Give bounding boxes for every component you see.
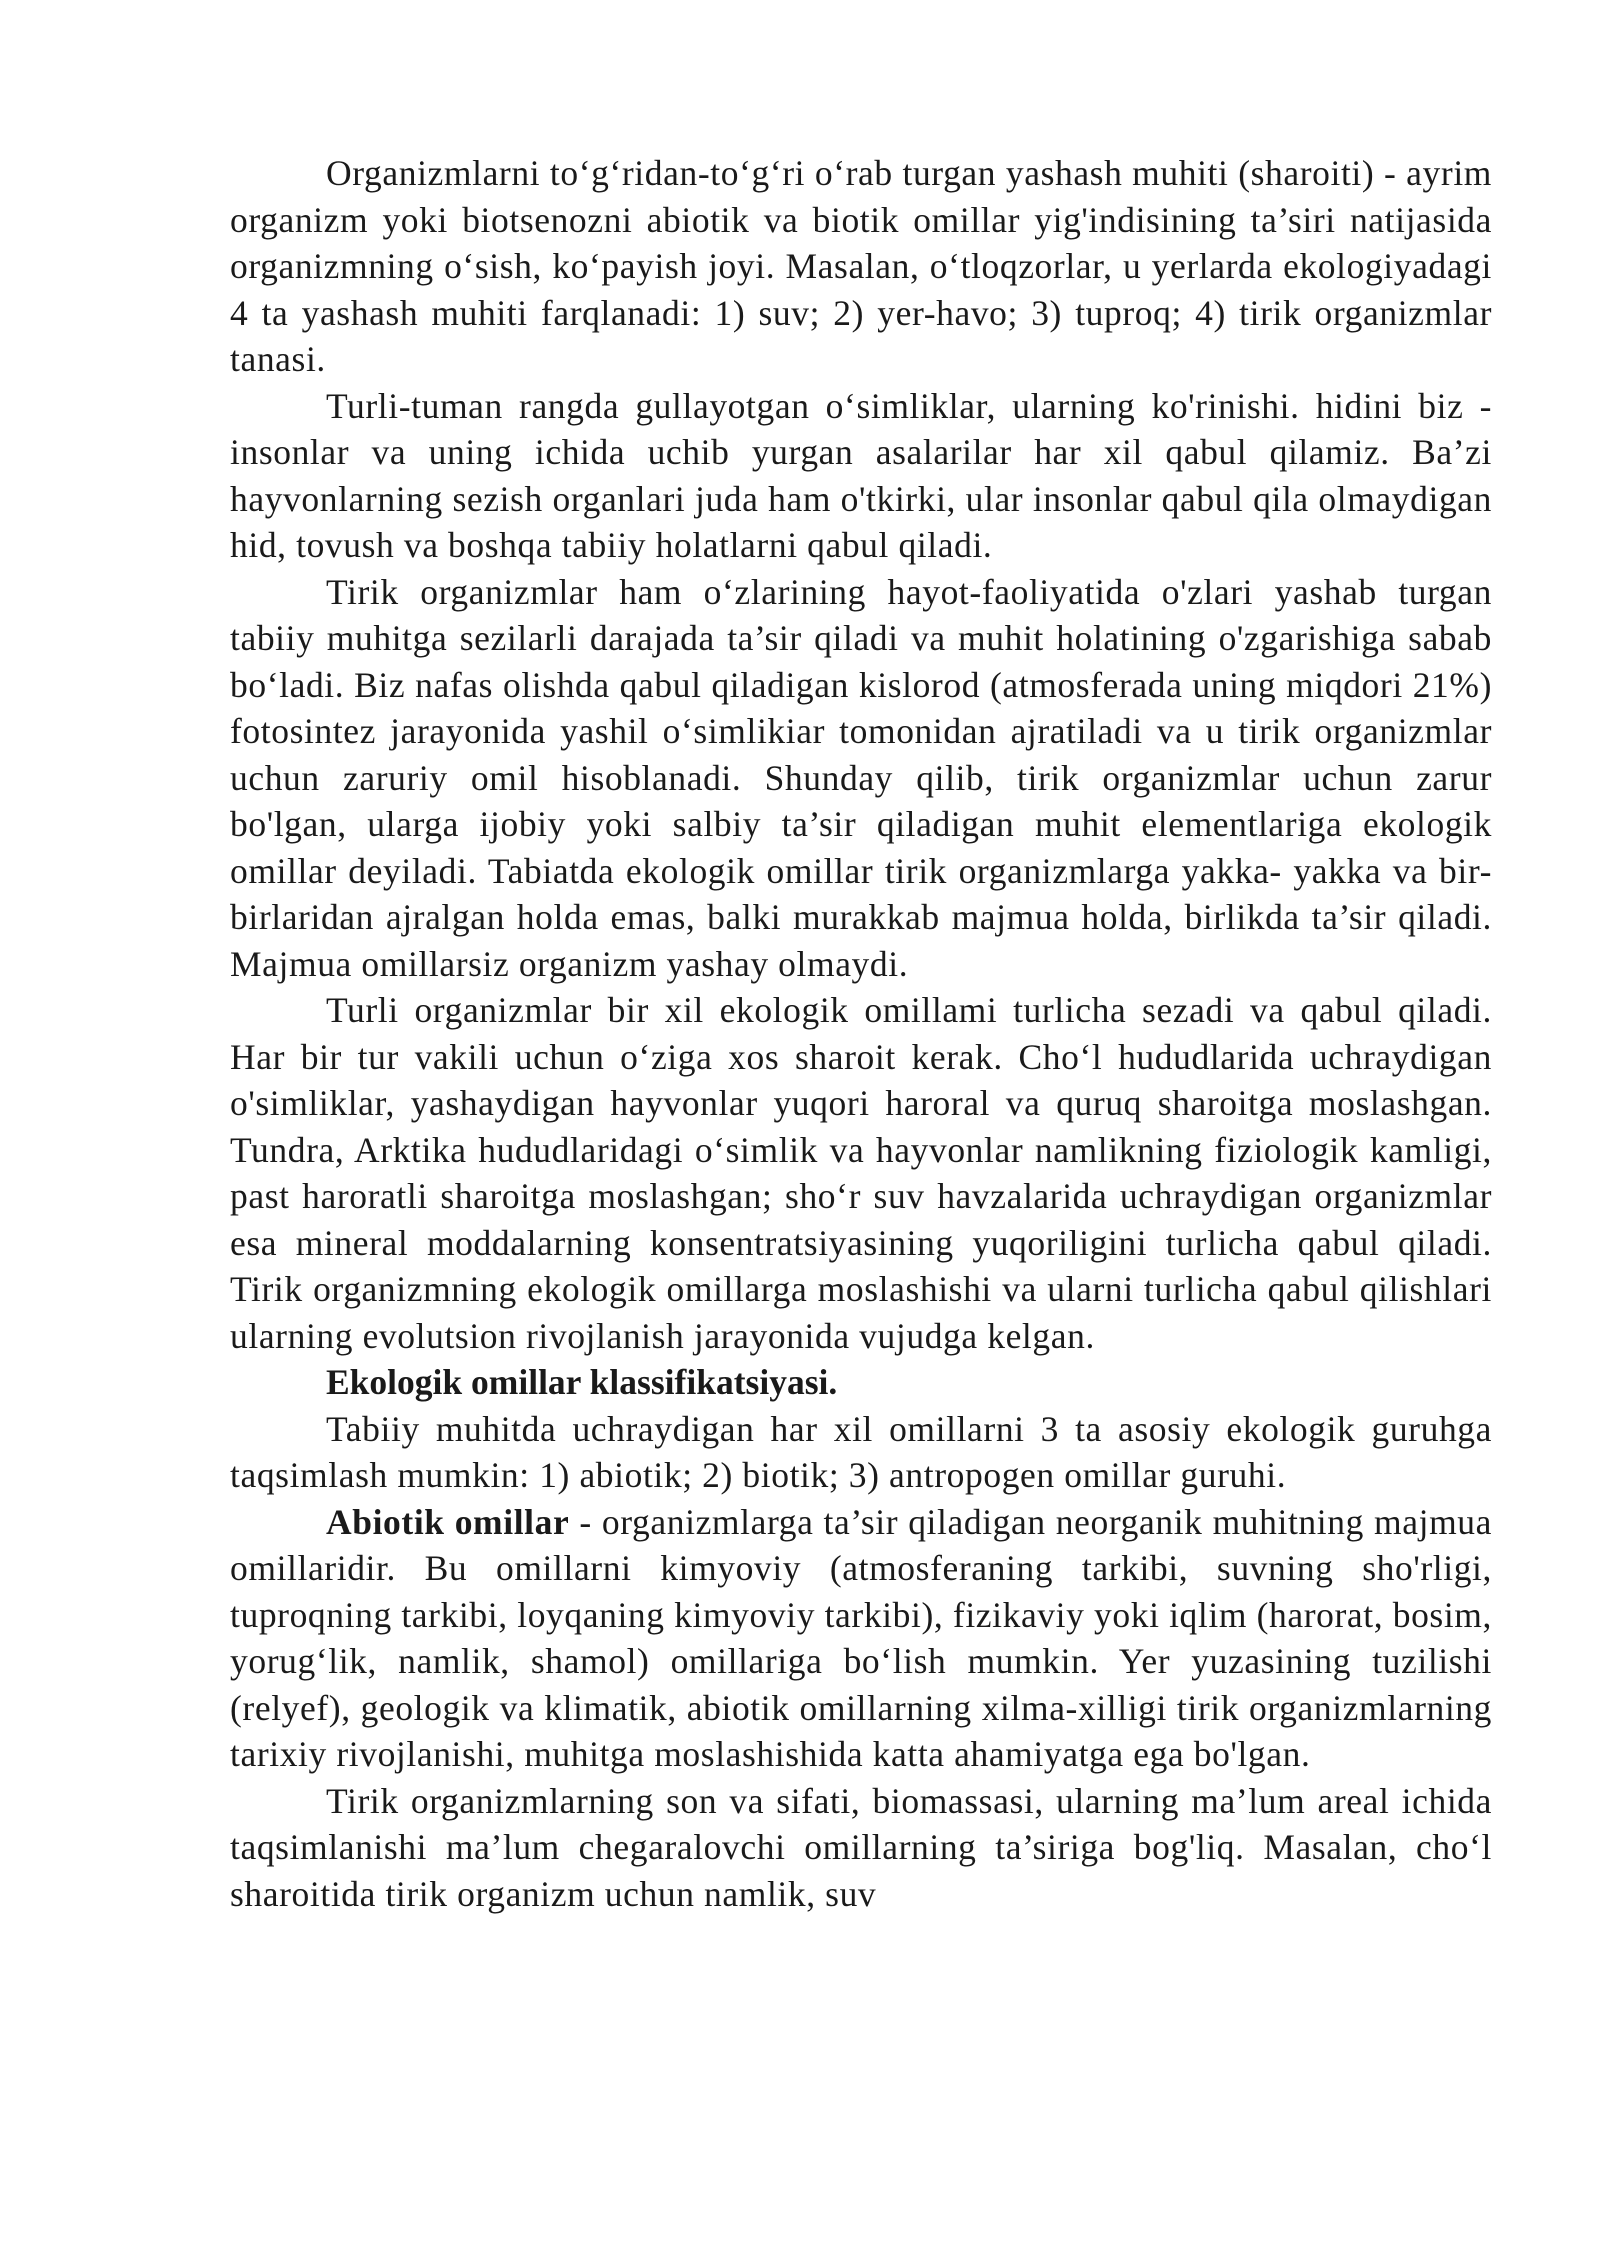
- abiotic-term: Abiotik omillar: [326, 1501, 570, 1542]
- document-page: [230, 150, 1492, 1917]
- section-heading: Ekologik omillar klassifikatsiyasi.: [326, 1362, 838, 1402]
- paragraph-limiting-factors: Tirik organizmlarning son va sifati, biomassasi, ularning ma’lum areal ichida taqsimlanishi ma’lum chegaralovchi omillarning ta’siriga bog'liq. Masalan, cho‘l sharoitida tirik organizm uchun namlik, suv: [230, 1780, 1492, 1914]
- paragraph-adaptation: Turli organizmlar bir xil ekologik omillami turlicha sezadi va qabul qiladi. Har bir tur vakili uchun o‘ziga xos sharoit kerak. Cho‘l hududlarida uchraydigan o'simliklar, yashaydigan hayvonlar yuqori haroral va quruq sharoitga moslashgan. Tundra, Arktika hududlaridagi o‘simlik va hayvonlar namlikning fiziologik kamligi, past haroratli sharoitga moslashgan; sho‘r suv havzalarida uchraydigan organizmlar esa mineral moddalarning konsentratsiyasining yuqoriligini turlicha qabul qiladi. Tirik organizmning ekologik omillarga moslashishi va ularni turlicha qabul qilishlari ularning evolutsion rivojlanish jarayonida vujudga kelgan.: [230, 990, 1492, 1356]
- paragraph-senses: Turli-tuman rangda gullayotgan o‘simliklar, ularning ko'rinishi. hidini biz - insonlar va uning ichida uchib yurgan asalarilar har xil qabul qilamiz. Ba’zi hayvonlarning sezish organlari juda ham o'tkirki, ular insonlar qabul qila olmaydigan hid, tovush va boshqa tabiiy holatlarni qabul qiladi.: [230, 385, 1492, 565]
- paragraph-organisms-influence: Tirik organizmlar ham o‘zlarining hayot-faoliyatida o'zlari yashab turgan tabiiy muhitga sezilarli darajada ta’sir qiladi va muhit holatining o'zgarishiga sabab bo‘ladi. Biz nafas olishda qabul qiladigan kislorod (atmosferada uning miqdori 21%) fotosintez jarayonida yashil o‘simlikiar tomonidan ajratiladi va u tirik organizmlar uchun zaruriy omil hisoblanadi. Shunday qilib, tirik organizmlar uchun zarur bo'lgan, ularga ijobiy yoki salbiy ta’sir qiladigan muhit elementlariga ekologik omillar deyiladi. Tabiatda ekologik omillar tirik organizmlarga yakka- yakka va bir-birlaridan ajralgan holda emas, balki murakkab majmua holda, birlikda ta’sir qiladi. Majmua omillarsiz organizm yashay olmaydi.: [230, 571, 1492, 984]
- paragraph-classification: Tabiiy muhitda uchraydigan har xil omillarni 3 ta asosiy ekologik guruhga taqsimlash mumkin: 1) abiotik; 2) biotik; 3) antropogen omillar guruhi.: [230, 1408, 1492, 1495]
- paragraph-abiotic: [230, 1499, 1492, 1778]
- abiotic-description: - organizmlarga ta’sir qiladigan neorganik muhitning majmua omillaridir. Bu omillarni kimyoviy (atmosferaning tarkibi, suvning sho'rligi, tuproqning tarkibi, loyqaning kimyoviy tarkibi), fizikaviy yoki iqlim (harorat, bosim, yorug‘lik, namlik, shamol) omillariga bo‘lish mumkin. Yer yuzasining tuzilishi (relyef), geologik va klimatik, abiotik omillarning xilma-xilligi tirik organizmlarning tarixiy rivojlanishi, muhitga moslashishida katta ahamiyatga ega bo'lgan.: [230, 1501, 1492, 1774]
- paragraph-habitat: Organizmlarni to‘g‘ridan-to‘g‘ri o‘rab turgan yashash muhiti (sharoiti) - ayrim organizm yoki biotsenozni abiotik va biotik omillar yig'indisining ta’siri natijasida organizmning o‘sish, ko‘payish joyi. Masalan, o‘tloqzorlar, u yerlarda ekologiyadagi 4 ta yashash muhiti farqlanadi: 1) suv; 2) yer-havo; 3) tuproq; 4) tirik organizmlar tanasi.: [230, 153, 1492, 379]
